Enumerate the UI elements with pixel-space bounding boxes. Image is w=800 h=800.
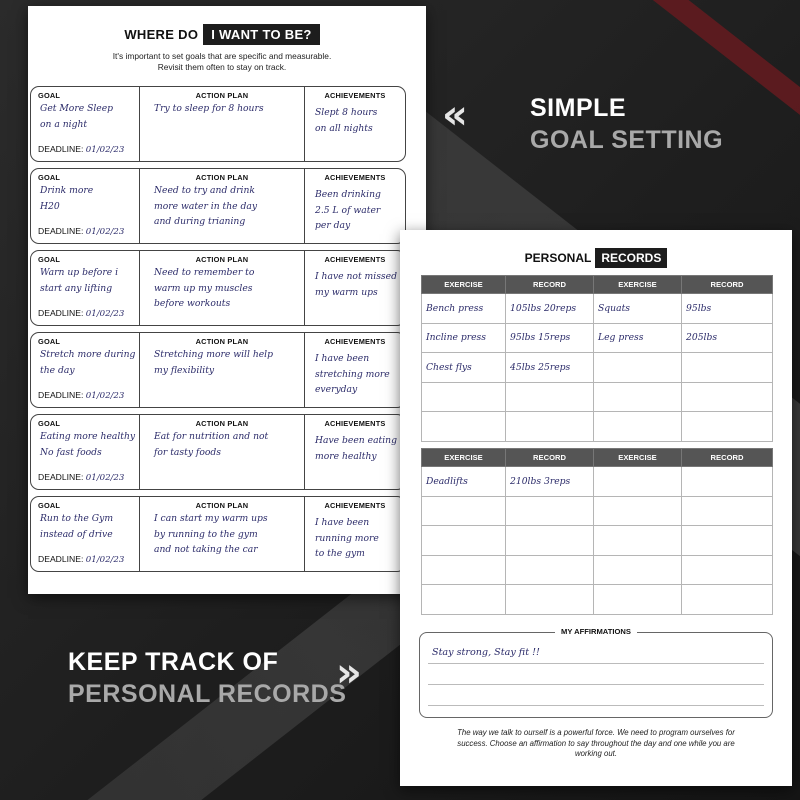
goal-cell <box>31 415 139 489</box>
action-plan-text: Try to sleep for 8 hours <box>154 103 264 114</box>
deadline-label: DEADLINE: <box>38 144 84 154</box>
table-cell <box>506 585 594 615</box>
footer-line1: The way we talk to ourself is a powerful force. We need to program ourselves for <box>457 728 735 737</box>
action-plan-label: ACTION PLAN <box>195 419 249 428</box>
column-header: RECORD <box>506 449 594 467</box>
goal-text: Warn up before i start any lifting <box>40 267 119 294</box>
affirmations-title <box>420 627 772 636</box>
affirmations-box <box>419 627 773 718</box>
table-row <box>422 496 773 526</box>
action-plan-label: ACTION PLAN <box>195 501 249 510</box>
action-plan-text: Stretching more will help my flexibility <box>154 349 273 376</box>
table-cell: 45lbs 25reps <box>506 353 594 383</box>
deadline <box>38 308 124 319</box>
achievements-label: ACHIEVEMENTS <box>324 91 386 100</box>
table-cell <box>594 382 682 412</box>
action-plan-text: I can start my warm ups by running to the gym and not taking the car <box>154 513 268 555</box>
goals-worksheet <box>28 6 426 594</box>
achievements-label: ACHIEVEMENTS <box>324 419 386 428</box>
goals-title <box>38 24 406 45</box>
goals-title-highlight: I WANT TO BE? <box>203 24 319 45</box>
column-header: EXERCISE <box>422 276 506 294</box>
chevron-right-icon: » <box>336 650 350 696</box>
action-plan-text: Need to remember to warm up my muscles before workouts <box>154 267 255 309</box>
action-plan-text: Eat for nutrition and not for tasty foods <box>154 431 269 458</box>
column-header: RECORD <box>682 276 773 294</box>
records-worksheet <box>400 230 792 786</box>
table-row <box>422 555 773 585</box>
goal-text: Stretch more during the day <box>40 349 136 376</box>
goal-row <box>30 414 406 490</box>
goal-text: Run to the Gym instead of drive <box>40 513 114 540</box>
table-row <box>422 526 773 556</box>
deadline <box>38 226 124 237</box>
table-cell <box>422 412 506 442</box>
table-cell: Leg press <box>594 323 682 353</box>
affirmation-text: Stay strong, Stay fit !! <box>432 647 540 658</box>
table-cell <box>506 555 594 585</box>
goals-title-plain: WHERE DO <box>124 27 199 42</box>
column-header: RECORD <box>506 276 594 294</box>
deadline-label: DEADLINE: <box>38 308 84 318</box>
action-plan-label: ACTION PLAN <box>195 91 249 100</box>
deadline-date: 01/02/23 <box>85 227 125 237</box>
affirmation-line <box>428 684 764 685</box>
goal-label: GOAL <box>38 91 61 100</box>
table-cell <box>682 585 773 615</box>
footer-line3: working out. <box>574 749 618 758</box>
achievements-cell <box>304 251 405 325</box>
table-row <box>422 467 773 497</box>
goal-cell <box>31 169 139 243</box>
records-table-1 <box>421 275 773 442</box>
table-cell <box>594 526 682 556</box>
goals-subtitle-line1: It's important to set goals that are specific and measurable. <box>112 51 332 61</box>
records-title-highlight: RECORDS <box>595 248 667 268</box>
affirmations-title-text: MY AFFIRMATIONS <box>555 627 637 636</box>
achievements-cell <box>304 333 405 407</box>
table-cell <box>682 496 773 526</box>
table-cell: 95lbs 15reps <box>506 323 594 353</box>
achievements-label: ACHIEVEMENTS <box>324 173 386 182</box>
goal-label: GOAL <box>38 419 61 428</box>
achievements-text: I have been running more to the gym <box>315 517 379 559</box>
table-cell <box>594 412 682 442</box>
deadline-label: DEADLINE: <box>38 472 84 482</box>
table-cell <box>422 555 506 585</box>
table-cell <box>422 585 506 615</box>
achievements-label: ACHIEVEMENTS <box>324 337 386 346</box>
deadline <box>38 554 124 565</box>
action-plan-cell <box>139 251 304 325</box>
deadline-date: 01/02/23 <box>85 309 125 319</box>
table-cell: Bench press <box>422 294 506 324</box>
table-cell: Squats <box>594 294 682 324</box>
table-cell <box>506 382 594 412</box>
achievements-label: ACHIEVEMENTS <box>324 501 386 510</box>
table-cell <box>594 467 682 497</box>
goal-label: GOAL <box>38 501 61 510</box>
achievements-label: ACHIEVEMENTS <box>324 255 386 264</box>
table-cell: 210lbs 3reps <box>506 467 594 497</box>
action-plan-cell <box>139 497 304 571</box>
achievements-cell <box>304 415 405 489</box>
achievements-text: Have been eating more healthy <box>315 435 397 462</box>
affirmation-footer <box>422 728 770 760</box>
records-title-plain: PERSONAL <box>524 251 592 265</box>
table-cell <box>594 585 682 615</box>
deadline-label: DEADLINE: <box>38 390 84 400</box>
records-title <box>400 248 792 268</box>
goal-row <box>30 332 406 408</box>
action-plan-label: ACTION PLAN <box>195 337 249 346</box>
table-cell: Incline press <box>422 323 506 353</box>
action-plan-cell <box>139 333 304 407</box>
goal-row <box>30 250 406 326</box>
table-cell <box>506 496 594 526</box>
achievements-text: Slept 8 hours on all nights <box>315 107 378 134</box>
table-cell <box>682 467 773 497</box>
table-cell <box>682 412 773 442</box>
goal-cell <box>31 497 139 571</box>
goal-row <box>30 496 406 572</box>
achievements-text: I have not missed my warm ups <box>315 271 397 298</box>
personal-records-heading: PERSONAL RECORDS <box>68 680 347 708</box>
deadline <box>38 390 124 401</box>
table-cell <box>594 555 682 585</box>
goal-label: GOAL <box>38 255 61 264</box>
table-cell <box>594 353 682 383</box>
table-cell: 105lbs 20reps <box>506 294 594 324</box>
goal-label: GOAL <box>38 337 61 346</box>
goal-row <box>30 86 406 162</box>
goal-text: Get More Sleep on a night <box>40 103 114 130</box>
goal-label: GOAL <box>38 173 61 182</box>
achievements-text: Been drinking 2.5 L of water per day <box>315 189 381 231</box>
column-header: EXERCISE <box>594 276 682 294</box>
table-cell <box>506 526 594 556</box>
table-row <box>422 382 773 412</box>
action-plan-cell <box>139 87 304 161</box>
goal-text: Eating more healthy No fast foods <box>40 431 136 458</box>
deadline-date: 01/02/23 <box>85 555 125 565</box>
action-plan-label: ACTION PLAN <box>195 173 249 182</box>
table-cell <box>682 555 773 585</box>
table-cell <box>422 496 506 526</box>
table-cell: Deadlifts <box>422 467 506 497</box>
achievements-cell <box>304 87 405 161</box>
deadline <box>38 144 124 155</box>
achievements-cell <box>304 169 405 243</box>
deadline-date: 01/02/23 <box>85 473 125 483</box>
achievements-cell <box>304 497 405 571</box>
simple-heading: SIMPLE <box>530 94 627 122</box>
table-cell <box>422 382 506 412</box>
deadline-label: DEADLINE: <box>38 554 84 564</box>
table-cell <box>682 382 773 412</box>
deadline <box>38 472 124 483</box>
table-row <box>422 294 773 324</box>
deadline-date: 01/02/23 <box>85 145 125 155</box>
keep-track-heading: KEEP TRACK OF <box>68 648 279 676</box>
goal-cell <box>31 333 139 407</box>
table-cell: Chest flys <box>422 353 506 383</box>
goals-subtitle <box>38 51 406 73</box>
goal-cell <box>31 87 139 161</box>
column-header: EXERCISE <box>594 449 682 467</box>
table-cell: 205lbs <box>682 323 773 353</box>
table-cell <box>422 526 506 556</box>
affirmation-line <box>428 705 764 706</box>
action-plan-cell <box>139 415 304 489</box>
deadline-label: DEADLINE: <box>38 226 84 236</box>
achievements-text: I have been stretching more everyday <box>315 353 390 395</box>
deadline-date: 01/02/23 <box>85 391 125 401</box>
table-cell <box>682 353 773 383</box>
table-row <box>422 323 773 353</box>
action-plan-label: ACTION PLAN <box>195 255 249 264</box>
records-table-2 <box>421 448 773 615</box>
goal-text: Drink more H20 <box>40 185 94 212</box>
chevron-left-icon: « <box>442 92 456 138</box>
goal-setting-heading: GOAL SETTING <box>530 126 724 154</box>
table-cell <box>594 496 682 526</box>
table-row <box>422 353 773 383</box>
table-row <box>422 412 773 442</box>
goal-row <box>30 168 406 244</box>
action-plan-cell <box>139 169 304 243</box>
column-header: EXERCISE <box>422 449 506 467</box>
affirmation-line <box>428 663 764 664</box>
table-cell: 95lbs <box>682 294 773 324</box>
goals-subtitle-line2: Revisit them often to stay on track. <box>157 62 287 72</box>
action-plan-text: Need to try and drink more water in the day and during trianing <box>154 185 258 227</box>
footer-line2: success. Choose an affirmation to say throughout the day and one while you are <box>457 738 735 748</box>
table-cell <box>506 412 594 442</box>
table-row <box>422 585 773 615</box>
goal-cell <box>31 251 139 325</box>
table-cell <box>682 526 773 556</box>
column-header: RECORD <box>682 449 773 467</box>
